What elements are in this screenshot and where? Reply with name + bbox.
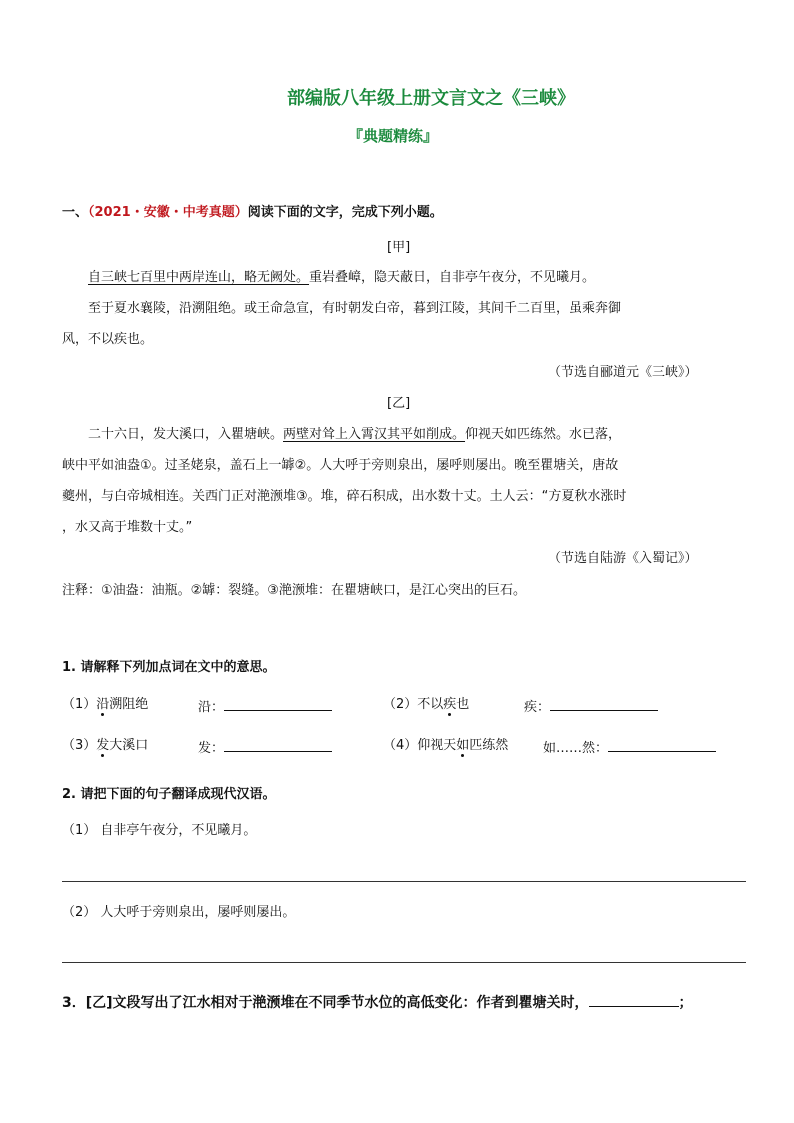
q2-sentence-1: （1） 自非亭午夜分，不见曦月。 <box>62 823 257 838</box>
passage-b-label: [乙] <box>387 396 411 411</box>
q1-item-1 <box>62 697 148 713</box>
passage-a-para2-line1: 至于夏水襄陵，沿溯阻绝。或王命急宣，有时朝发白帝，暮到江陵，其间千二百里，虽乘奔御 <box>88 301 622 316</box>
passage-text: 重岩叠嶂，隐天蔽日，自非亭午夜分，不见曦月。 <box>309 270 596 285</box>
underlined-sentence: 自三峡七百里中两岸连山，略无阙处。 <box>88 270 310 285</box>
dotted-char: 疾 <box>443 697 457 712</box>
q1-item-2-label <box>524 697 658 716</box>
underlined-sentence: 两壁对耸上入霄汉其平如削成。 <box>283 427 466 442</box>
passage-b-line1 <box>88 427 621 443</box>
answer-blank[interactable] <box>224 738 332 752</box>
page-subtitle: 『典题精练』 <box>348 127 439 145</box>
q1-item-3-label <box>198 738 332 757</box>
dotted-char: 发 <box>96 738 110 753</box>
answer-blank[interactable] <box>550 697 658 711</box>
passage-a-source: （节选自郦道元《三峡》） <box>548 365 698 380</box>
phrase: 大溪口 <box>109 738 149 753</box>
passage-a-label: [甲] <box>387 240 411 255</box>
section-prompt: 阅读下面的文字，完成下列小题。 <box>247 205 443 220</box>
phrase: 也 <box>456 697 470 712</box>
question-1-stem: 1. 请解释下列加点词在文中的意思。 <box>62 660 276 675</box>
passage-b-line3: 夔州，与白帝城相连。关西门正对滟滪堆③。堆，碎石积成，出水数十丈。土人云：“方夏秋水涨时 <box>62 489 627 504</box>
q1-item-4-label <box>543 738 716 757</box>
q1-item-3 <box>62 738 148 754</box>
phrase: 匹练然 <box>469 738 509 753</box>
passage-a-para1 <box>88 270 595 286</box>
phrase: （4）仰视天 <box>383 738 457 753</box>
exam-source: （2021・安徽・中考真题） <box>88 205 248 220</box>
question-3-stem <box>62 993 693 1011</box>
passage-text: 二十六日，发大溪口，入瞿塘峡。 <box>88 427 284 442</box>
section-heading <box>62 205 443 221</box>
q1-item-4 <box>383 738 508 754</box>
dotted-char: 沿 <box>96 697 110 712</box>
answer-line-2[interactable] <box>62 962 746 963</box>
answer-label: 沿： <box>198 700 225 715</box>
answer-blank[interactable] <box>608 738 716 752</box>
q2-sentence-2: （2） 人大呼于旁则泉出，屡呼则屡出。 <box>62 905 296 920</box>
answer-blank[interactable] <box>224 697 332 711</box>
page-title: 部编版八年级上册文言文之《三峡》 <box>287 88 575 109</box>
question-text: 3．[乙]文段写出了江水相对于滟滪堆在不同季节水位的高低变化：作者到瞿塘关时， <box>62 995 589 1011</box>
punctuation: ； <box>678 995 693 1011</box>
passage-b-line4: ，水又高于堆数十丈。” <box>62 520 193 535</box>
answer-label: 疾： <box>524 700 551 715</box>
question-2-stem: 2. 请把下面的句子翻译成现代汉语。 <box>62 787 276 802</box>
answer-label: 如……然： <box>543 741 609 756</box>
q1-item-2 <box>383 697 469 713</box>
section-number: 一、 <box>62 205 89 220</box>
phrase: （3） <box>62 738 97 753</box>
phrase: 溯阻绝 <box>109 697 149 712</box>
phrase: （1） <box>62 697 97 712</box>
answer-line-1[interactable] <box>62 881 746 882</box>
answer-blank[interactable] <box>589 993 679 1007</box>
answer-label: 发： <box>198 741 225 756</box>
notes: 注释：①油盎：油瓶。②罅：裂缝。③滟滪堆：在瞿塘峡口，是江心突出的巨石。 <box>62 583 526 598</box>
dotted-char: 如 <box>456 738 470 753</box>
passage-b-line2: 峡中平如油盎①。过圣姥泉，盖石上一罅②。人大呼于旁则泉出，屡呼则屡出。晚至瞿塘关，唐故 <box>62 458 619 473</box>
passage-a-para2-line2: 风，不以疾也。 <box>62 332 154 347</box>
passage-text: 仰视天如匹练然。水已落， <box>465 427 622 442</box>
q1-item-1-label <box>198 697 332 716</box>
phrase: （2）不以 <box>383 697 444 712</box>
passage-b-source: （节选自陆游《入蜀记》） <box>548 551 698 566</box>
